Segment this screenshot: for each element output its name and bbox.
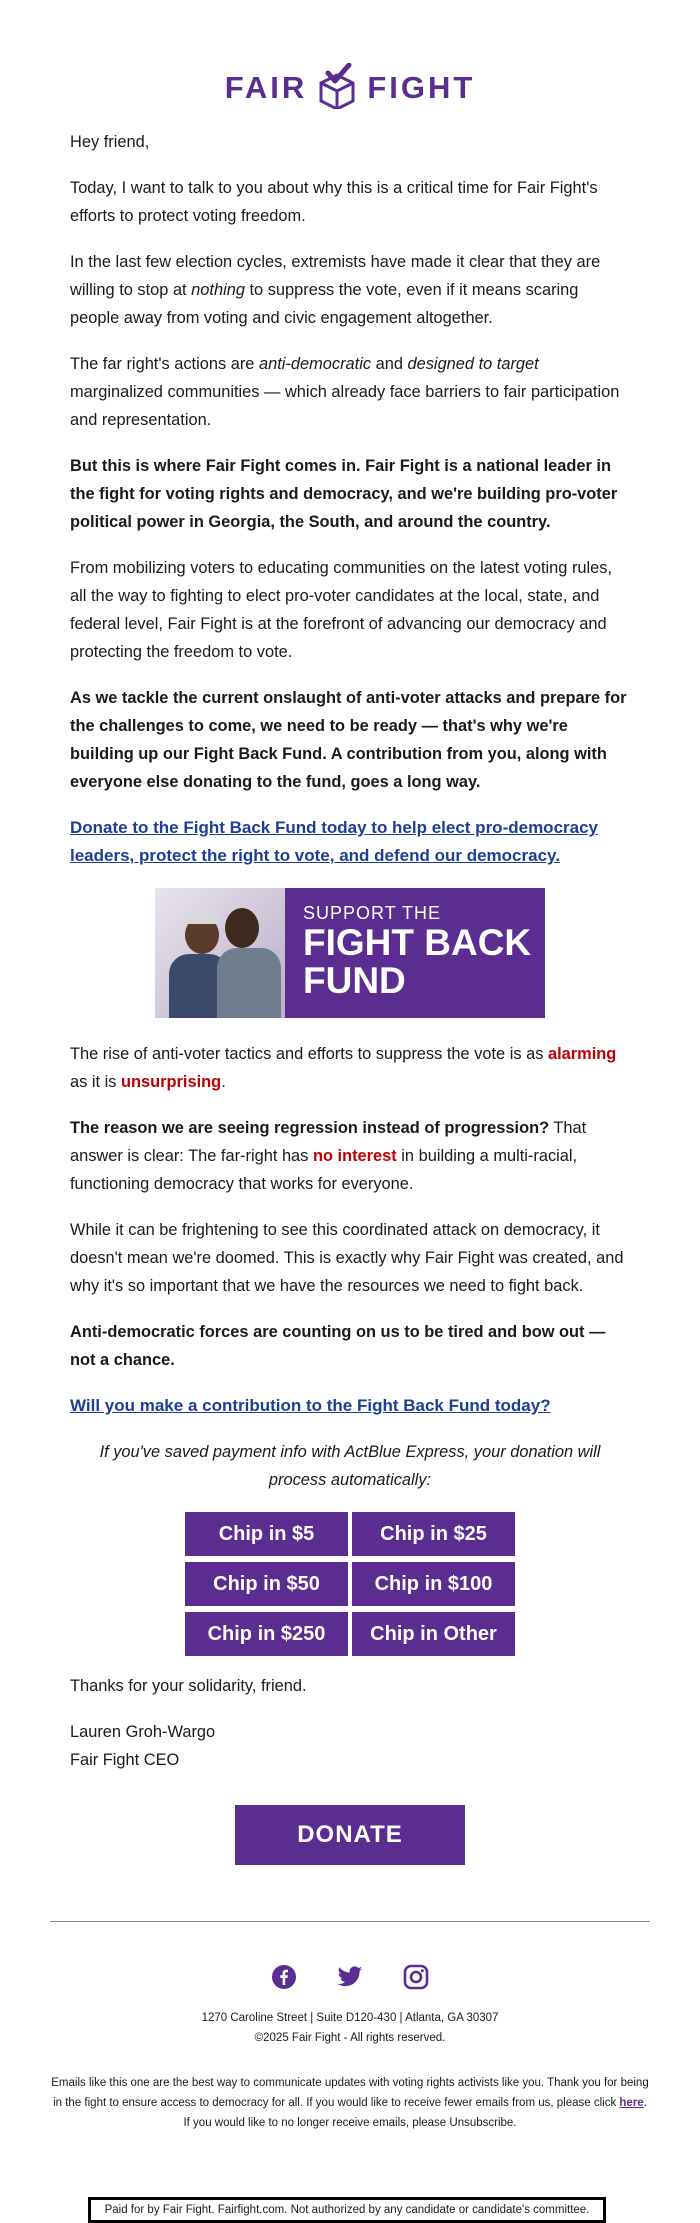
paragraph-8-text-b: in building a multi-racial, functioning democracy that works for everyone.	[70, 1147, 578, 1193]
logo-word-left: FAIR	[224, 70, 308, 105]
paragraph-7-text-a: The rise of anti-voter tactics and efforts to suppress the vote is as	[70, 1045, 548, 1063]
paragraph-9: While it can be frightening to see this coordinated attack on democracy, it doesn't mean we're doomed. This is exactly why Fair Fight was created, and why it's so important that we have the resources we need to fight back.	[70, 1221, 624, 1295]
donate-fight-back-fund-link[interactable]: Donate to the Fight Back Fund today to help elect pro-democracy leaders, protect the right to vote, and defend our democracy.	[70, 818, 599, 865]
chip-in-25-button[interactable]: Chip in $25	[352, 1512, 515, 1556]
fight-back-fund-banner[interactable]	[155, 888, 545, 1018]
fair-fight-logo[interactable]	[0, 58, 700, 118]
paragraph-7-unsurprising: unsurprising	[121, 1073, 222, 1091]
chip-in-50-button[interactable]: Chip in $50	[185, 1562, 348, 1606]
paragraph-7-text-c: .	[221, 1073, 226, 1091]
footer-notice-text-b: . If you would like to no longer receive emails, please Unsubscribe.	[183, 2097, 647, 2129]
chip-in-250-button[interactable]: Chip in $250	[185, 1612, 348, 1656]
paragraph-1: Today, I want to talk to you about why this is a critical time for Fair Fight's efforts to protect voting freedom.	[70, 179, 598, 225]
paragraph-2-text-b: to suppress the vote, even if it means scaring people away from voting and civic engagement altogether.	[70, 281, 579, 327]
instagram-icon[interactable]	[403, 1964, 429, 1990]
signer-name: Lauren Groh-Wargo	[70, 1723, 216, 1741]
paragraph-5: From mobilizing voters to educating communities on the latest voting rules, all the way to fighting to elect pro-voter candidates at the local, state, and federal level, Fair Fight is at the forefront of advancing our democracy and protecting the freedom to vote.	[70, 559, 613, 661]
social-links	[0, 1964, 700, 1990]
paragraph-3	[70, 350, 630, 434]
thanks-line: Thanks for your solidarity, friend.	[70, 1677, 307, 1695]
paragraph-7-text-b: as it is	[70, 1073, 122, 1091]
paragraph-2-text-a: In the last few election cycles, extremists have made it clear that they are willing to stop at	[70, 253, 601, 299]
banner-small-text: SUPPORT THE	[303, 903, 442, 923]
donate-button[interactable]: DONATE	[235, 1805, 465, 1865]
twitter-icon[interactable]	[337, 1964, 363, 1990]
contribute-fight-back-fund-link[interactable]: Will you make a contribution to the Fight Back Fund today?	[70, 1396, 551, 1415]
paragraph-7-alarming: alarming	[548, 1045, 617, 1063]
photo-person-2-body	[217, 948, 281, 1018]
paragraph-4-bold: But this is where Fair Fight comes in. Fair Fight is a national leader in the fight for voting rights and democracy, and we're building pro-voter political power in Georgia, the South, and around the country.	[70, 457, 618, 531]
paragraph-3-text-c: marginalized communities — which already face barriers to fair participation and representation.	[70, 383, 620, 429]
paragraph-8	[70, 1114, 630, 1198]
chip-in-5-button[interactable]: Chip in $5	[185, 1512, 348, 1556]
paragraph-8-text-a: That answer is clear: The far-right has	[70, 1119, 587, 1165]
photo-person-2-head	[225, 908, 259, 948]
paragraph-7	[70, 1040, 630, 1096]
paragraph-3-text-a: The far right's actions are	[70, 355, 259, 373]
email-body	[70, 128, 630, 1774]
footer-address: 1270 Caroline Street | Suite D120-430 | Atlanta, GA 30307	[201, 2012, 499, 2024]
footer-address-block	[50, 2008, 650, 2048]
paragraph-8-no-interest: no interest	[312, 1147, 397, 1165]
chip-in-buttons	[185, 1512, 515, 1656]
fewer-emails-link[interactable]: here	[619, 2097, 644, 2109]
footer-notice-text-a: Emails like this one are the best way to communicate updates with voting rights activists like you. Thank you for being in the fight to ensure access to democracy for all. If you would like to receive fewer emails from us, please click	[51, 2077, 649, 2109]
paragraph-2	[70, 248, 630, 332]
actblue-express-note: If you've saved payment info with ActBlue Express, your donation will process automatically:	[99, 1443, 601, 1489]
banner-text	[285, 888, 545, 1018]
banner-title-line-1: FIGHT BACK	[303, 922, 532, 963]
photo-person-1-hair	[185, 912, 219, 924]
chip-in-100-button[interactable]: Chip in $100	[352, 1562, 515, 1606]
paragraph-3-emphasis-1: anti-democratic	[258, 355, 372, 373]
signer-title: Fair Fight CEO	[70, 1751, 180, 1769]
paragraph-3-emphasis-2: designed to target	[407, 355, 539, 373]
paragraph-8-bold: The reason we are seeing regression instead of progression?	[70, 1119, 550, 1137]
paid-for-disclaimer: Paid for by Fair Fight. Fairfight.com. Not authorized by any candidate or candidate's committee.	[88, 2197, 606, 2223]
greeting: Hey friend,	[70, 133, 150, 151]
footer-divider	[50, 1921, 650, 1922]
footer-copyright: ©2025 Fair Fight - All rights reserved.	[254, 2032, 446, 2044]
donate-button-wrap	[0, 1805, 700, 1865]
footer-notice	[50, 2073, 650, 2133]
banner-photo	[155, 888, 285, 1018]
ballot-box-check-icon	[317, 63, 357, 114]
paragraph-3-text-b: and	[371, 355, 408, 373]
paragraph-10-bold: Anti-democratic forces are counting on us to be tired and bow out — not a chance.	[70, 1323, 606, 1369]
banner-title-line-2: FUND	[303, 960, 406, 1001]
chip-in-other-button[interactable]: Chip in Other	[352, 1612, 515, 1656]
logo-word-right: FIGHT	[367, 70, 476, 105]
paragraph-2-emphasis: nothing	[191, 281, 245, 299]
signature	[70, 1718, 630, 1774]
paragraph-6-bold: As we tackle the current onslaught of anti-voter attacks and prepare for the challenges to come, we need to be ready — that's why we're building up our Fight Back Fund. A contribution from you, along with everyone else donating to the fund, goes a long way.	[70, 689, 627, 791]
facebook-icon[interactable]	[271, 1964, 297, 1990]
